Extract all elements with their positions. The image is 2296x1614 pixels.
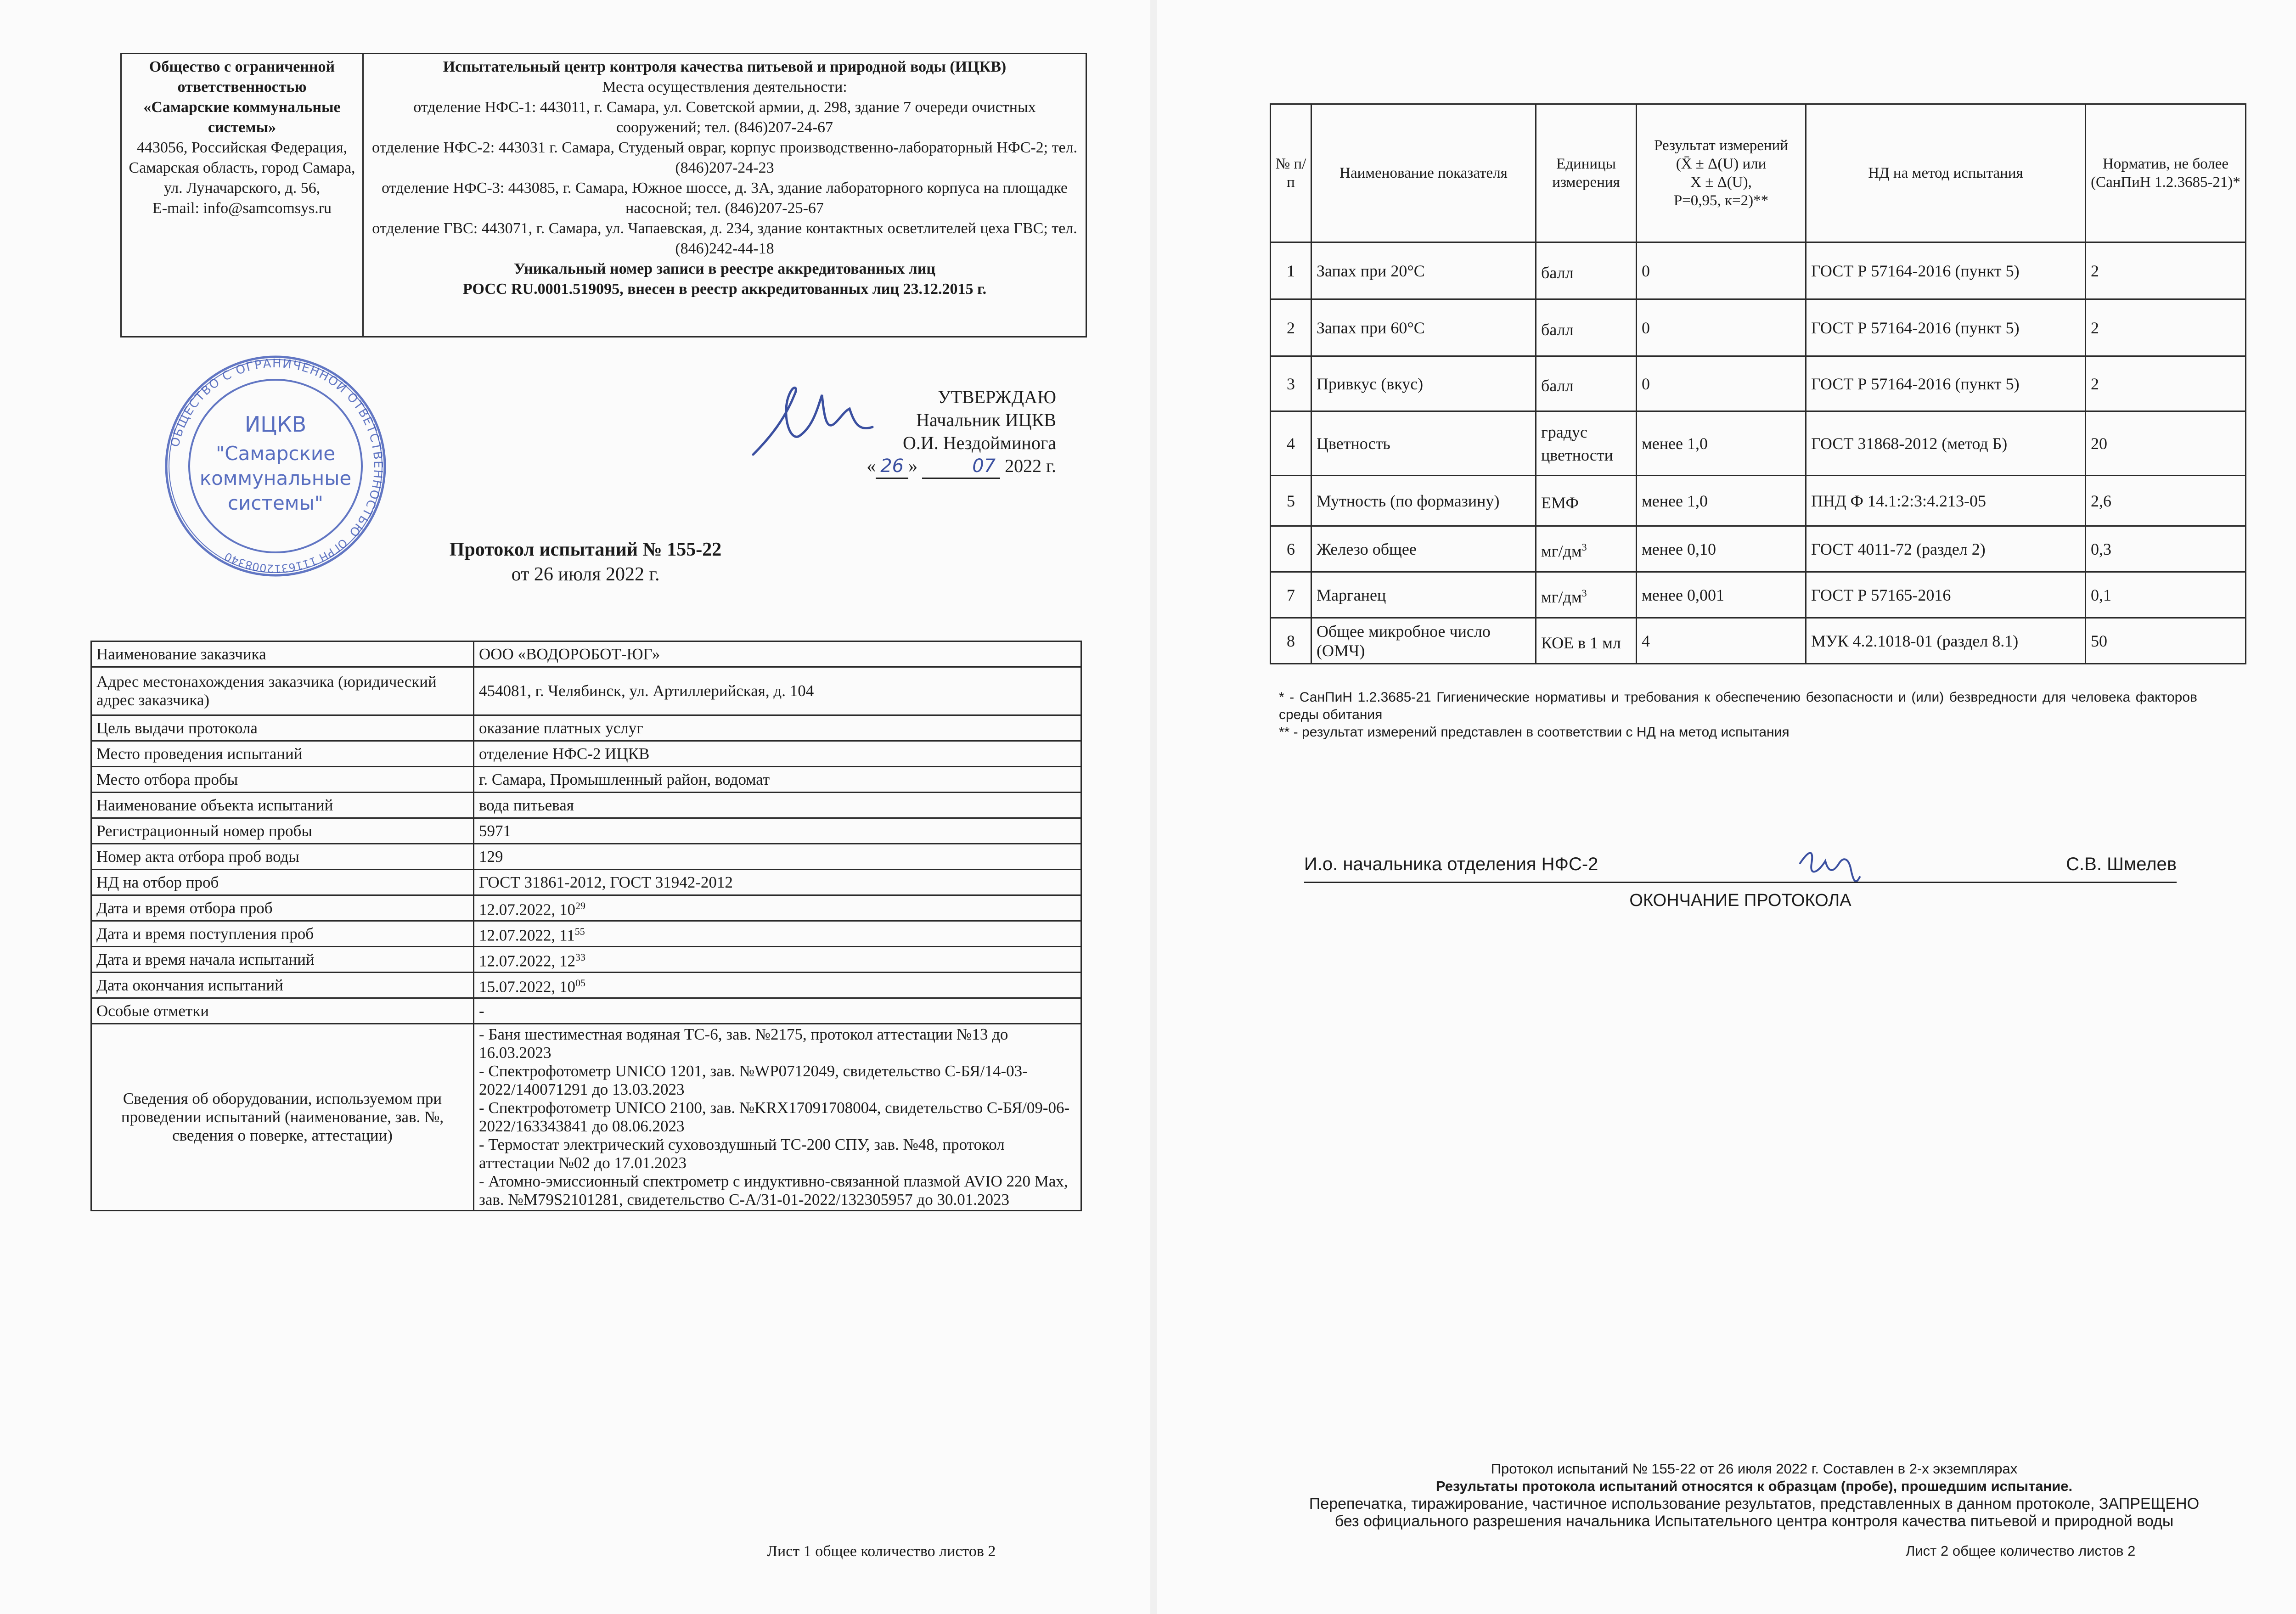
end-of-protocol: ОКОНЧАНИЕ ПРОТОКОЛА [1629,891,1851,910]
info-value-text: ГОСТ 31861-2012, ГОСТ 31942-2012 [479,873,733,891]
info-row [91,973,1081,998]
result-method: ГОСТ Р 57164-2016 (пункт 5) [1806,356,2086,411]
result-row [1271,299,2246,356]
page-number-2: Лист 2 общее количество листов 2 [1906,1543,2136,1559]
info-value [474,870,1081,895]
info-value [474,641,1081,667]
result-num: 2 [1271,299,1311,356]
result-norm: 2,6 [2086,476,2246,526]
info-value-minutes: 29 [575,900,585,912]
info-value-text: - [479,1001,484,1020]
info-value [474,895,1081,921]
info-row [91,818,1081,844]
org-email: E-mail: info@samcomsys.ru [152,200,332,217]
col-result-line3: X ± Δ(U), [1690,174,1752,191]
info-row [91,844,1081,870]
equipment-item: - Баня шестиместная водяная ТС-6, зав. №2175, протокол аттестации №13 до 16.03.2023 [479,1025,1008,1062]
info-key: Место проведения испытаний [91,741,474,767]
info-key: Особые отметки [91,998,474,1024]
col-result [1637,104,1806,242]
stamp-name-line2: коммунальные [199,467,352,489]
result-norm: 2 [2086,356,2246,411]
result-value: 0 [1637,299,1806,356]
col-result-line1: Результат измерений [1654,137,1788,154]
result-value: 4 [1637,618,1806,664]
info-value-text: 454081, г. Челябинск, ул. Артиллерийская, д. 104 [479,682,814,700]
result-method: ПНД Ф 14.1:2:3:4.213-05 [1806,476,2086,526]
info-value-text: 5971 [479,821,511,840]
result-unit-text: балл [1541,320,1574,339]
info-value-text: вода питьевая [479,796,574,814]
result-num: 5 [1271,476,1311,526]
info-value-text: 15.07.2022, 10 [479,978,575,996]
info-row [91,741,1081,767]
col-result-line4: P=0,95, к=2)** [1673,192,1769,209]
info-value [474,741,1081,767]
info-key: Место отбора пробы [91,767,474,793]
result-unit-text: ЕМФ [1541,493,1579,512]
info-row [91,767,1081,793]
org-line1: Общество с ограниченной ответственностью [149,58,335,96]
info-key: Регистрационный номер пробы [91,818,474,844]
signature-line [1304,882,2177,883]
info-value-text: отделение НФС-2 ИЦКВ [479,744,650,763]
result-value: 0 [1637,356,1806,411]
result-norm: 0,3 [2086,526,2246,572]
places-title: Места осуществления деятельности: [602,79,847,96]
info-key: Дата и время отбора проб [91,895,474,921]
info-key: Адрес местонахождения заказчика (юридический адрес заказчика) [91,667,474,715]
result-method: ГОСТ Р 57164-2016 (пункт 5) [1806,299,2086,356]
info-key: Наименование заказчика [91,641,474,667]
info-value [474,844,1081,870]
result-unit-text: мг/дм [1541,587,1582,606]
protocol-date: от 26 июля 2022 г. [511,564,660,585]
info-value-text: г. Самара, Промышленный район, водомат [479,770,770,788]
result-method: ГОСТ Р 57165-2016 [1806,572,2086,618]
date-year: 2022 г. [1005,456,1056,476]
info-key: Дата окончания испытаний [91,973,474,998]
org-address: 443056, Российская Федерация, Самарская область, город Самара, ул. Луначарского, д. 56, [129,139,355,197]
result-norm: 50 [2086,618,2246,664]
info-value [474,667,1081,715]
page-number-1: Лист 1 общее количество листов 2 [767,1543,996,1560]
center-name: Испытательный центр контроля качества питьевой и природной воды (ИЦКВ) [443,58,1007,75]
result-method: ГОСТ 4011-72 (раздел 2) [1806,526,2086,572]
col-norm: Норматив, не более (СанПиН 1.2.3685-21)* [2086,104,2246,242]
result-unit-text: балл [1541,263,1574,282]
info-value-text: 12.07.2022, 11 [479,926,575,945]
result-value: 0 [1637,242,1806,299]
col-unit: Единицы измерения [1536,104,1637,242]
result-unit-text: КОЕ в 1 мл [1541,633,1621,652]
footer-line4: без официального разрешения начальника Испытательного центра контроля качества питьевой и природной воды [1334,1513,2174,1530]
equipment-item: - Атомно-эмиссионный спектрометр с индуктивно-связанной плазмой AVIO 220 Max, зав. №M79S2101281, свидетельство С-А/31-01-2022/132305957 до 30.01.2023 [479,1172,1068,1209]
results-body [1271,242,2246,664]
date-day: 26 [876,455,908,479]
col-num: № п/п [1271,104,1311,242]
note-measurement: ** - результат измерений представлен в соответствии с НД на метод испытания [1279,725,1790,740]
result-unit-power: 3 [1581,587,1587,599]
col-name: Наименование показателя [1311,104,1536,242]
stamp-ring-text: ОБЩЕСТВО С ОГРАНИЧЕННОЙ ОТВЕТСТВЕННОСТЬЮ [168,356,385,540]
stamp-name-line3: системы" [228,492,323,514]
protocol-number: Протокол испытаний № 155-22 [449,539,722,560]
page2-footer [1258,1460,2250,1530]
protocol-title [321,537,850,587]
result-norm: 2 [2086,299,2246,356]
info-value-text: 129 [479,847,503,866]
result-indicator: Марганец [1311,572,1536,618]
result-unit [1536,411,1637,476]
info-value [474,921,1081,947]
result-row [1271,572,2246,618]
result-indicator: Запах при 20°С [1311,242,1536,299]
info-key: Дата и время поступления проб [91,921,474,947]
info-key: НД на отбор проб [91,870,474,895]
info-row [91,998,1081,1024]
info-value [474,818,1081,844]
col-method: НД на метод испытания [1806,104,2086,242]
stamp-ogrn-text: ОГРН 1116312008340 [222,536,350,575]
result-value: менее 0,10 [1637,526,1806,572]
result-unit [1536,356,1637,411]
result-indicator: Привкус (вкус) [1311,356,1536,411]
equipment-list [474,1024,1081,1211]
info-row [91,947,1081,973]
result-num: 1 [1271,242,1311,299]
result-unit [1536,242,1637,299]
org-cell [121,54,363,337]
result-method: МУК 4.2.1018-01 (раздел 8.1) [1806,618,2086,664]
sample-info-table [90,641,1082,1211]
approve-date [707,455,1056,479]
result-num: 6 [1271,526,1311,572]
info-row [91,667,1081,715]
result-row [1271,242,2246,299]
result-value: менее 1,0 [1637,411,1806,476]
info-key: Дата и время начала испытаний [91,947,474,973]
info-key: Наименование объекта испытаний [91,793,474,818]
signer-position: И.о. начальника отделения НФС-2 [1304,854,1598,874]
footer-line3: Перепечатка, тиражирование, частичное использование результатов, представленных в данном протоколе, ЗАПРЕЩЕНО [1309,1495,2200,1513]
info-row [91,895,1081,921]
result-row [1271,356,2246,411]
result-method: ГОСТ Р 57164-2016 (пункт 5) [1806,242,2086,299]
info-value-text: оказание платных услуг [479,719,643,737]
date-close-quote: » [908,456,918,476]
info-row [91,870,1081,895]
org-line2: «Самарские коммунальные системы» [143,99,341,136]
result-row [1271,526,2246,572]
gvs-address: отделение ГВС: 443071, г. Самара, ул. Чапаевская, д. 234, здание контактных осветлителей цеха ГВС; тел. (846)242-44-18 [372,220,1077,257]
info-row [91,793,1081,818]
info-value-text: 12.07.2022, 12 [479,952,575,970]
result-unit [1536,476,1637,526]
result-num: 4 [1271,411,1311,476]
date-open-quote: « [867,456,876,476]
equipment-item: - Спектрофотометр UNICO 1201, зав. №WP0712049, свидетельство С-БЯ/14-03-2022/140071291 до 13.03.2023 [479,1062,1028,1098]
result-indicator: Запах при 60°С [1311,299,1536,356]
result-unit [1536,618,1637,664]
result-unit-power: 3 [1581,541,1587,553]
nfs3-address: отделение НФС-3: 443085, г. Самара, Южное шоссе, д. 3А, здание лабораторного корпуса на площадке насосной; тел. (846)207-25-67 [381,180,1068,217]
approve-name: О.И. Нездойминога [902,433,1056,453]
nfs1-address: отделение НФС-1: 443011, г. Самара, ул. Советской армии, д. 298, здание 7 очереди очистных сооружений; тел. (846)207-24-67 [413,99,1036,136]
result-indicator: Цветность [1311,411,1536,476]
nfs2-address: отделение НФС-2: 443031 г. Самара, Студеный овраг, корпус производственно-лабораторный НФС-2; тел. (846)207-24-23 [371,139,1078,176]
info-value-minutes: 33 [575,951,585,963]
result-unit-text: градус цветности [1541,422,1613,464]
result-row [1271,411,2246,476]
info-value-minutes: 05 [575,977,585,989]
col-result-line2: (X̄ ± Δ(U) или [1676,156,1767,172]
page-gap [1150,0,1157,1614]
footer-line1: Протокол испытаний № 155-22 от 26 июля 2022 г. Составлен в 2-х экземплярах [1491,1461,2018,1477]
signer-name: С.В. Шмелев [2066,854,2177,874]
info-row [91,715,1081,741]
result-unit-text: мг/дм [1541,541,1582,560]
result-unit [1536,572,1637,618]
info-key: Номер акта отбора проб воды [91,844,474,870]
result-num: 3 [1271,356,1311,411]
info-row [91,921,1081,947]
info-value-minutes: 55 [574,926,585,938]
equipment-row [91,1024,1081,1211]
result-value: менее 0,001 [1637,572,1806,618]
result-norm: 0,1 [2086,572,2246,618]
equipment-key: Сведения об оборудовании, используемом при проведении испытаний (наименование, зав. №, сведения о поверке, аттестации) [91,1024,474,1211]
date-month: 07 [922,455,1000,479]
equipment-item: - Спектрофотометр UNICO 2100, зав. №KRX17091708004, свидетельство С-БЯ/09-06-2022/163343841 до 08.06.2023 [479,1099,1070,1135]
registry-title: Уникальный номер записи в реестре аккредитованных лиц [513,260,936,277]
registry-value: РОСС RU.0001.519095, внесен в реестр аккредитованных лиц 23.12.2015 г. [462,281,987,298]
results-table [1270,103,2246,664]
footer-line2: Результаты протокола испытаний относятся к образцам (пробе), прошедшим испытание. [1435,1478,2073,1494]
info-value [474,715,1081,741]
result-indicator: Общее микробное число (ОМЧ) [1311,618,1536,664]
approve-title: УТВЕРЖДАЮ [938,387,1056,407]
stamp-center-text: ИЦКВ [244,412,307,437]
info-value [474,998,1081,1024]
stamp-name-line1: "Самарские [215,442,336,465]
info-value-text: ООО «ВОДОРОБОТ-ЮГ» [479,645,660,663]
equipment-item: - Термостат электрический суховоздушный ТС-200 СПУ, зав. №48, протокол аттестации №02 до 17.01.2023 [479,1136,1005,1172]
result-method: ГОСТ 31868-2012 (метод Б) [1806,411,2086,476]
result-indicator: Мутность (по формазину) [1311,476,1536,526]
approval-block [707,386,1056,479]
approve-position: Начальник ИЦКВ [916,410,1056,430]
sample-info-body [91,641,1081,1211]
result-unit-text: балл [1541,376,1574,395]
info-value [474,793,1081,818]
result-norm: 20 [2086,411,2246,476]
result-norm: 2 [2086,242,2246,299]
footnotes [1279,689,2197,741]
info-value [474,767,1081,793]
result-num: 7 [1271,572,1311,618]
center-cell [363,54,1086,337]
info-value [474,947,1081,973]
signature-row [1304,845,2177,882]
info-row [91,641,1081,667]
result-value: менее 1,0 [1637,476,1806,526]
result-num: 8 [1271,618,1311,664]
result-row [1271,476,2246,526]
header-table [120,53,1087,337]
result-indicator: Железо общее [1311,526,1536,572]
result-unit [1536,299,1637,356]
info-value [474,973,1081,998]
info-key: Цель выдачи протокола [91,715,474,741]
note-sanpin: * - СанПиН 1.2.3685-21 Гигиенические нормативы и требования к обеспечению безопасности и (или) безвредности для человека факторов среды обитания [1279,690,2197,722]
info-value-text: 12.07.2022, 10 [479,900,575,919]
result-unit [1536,526,1637,572]
result-row [1271,618,2246,664]
